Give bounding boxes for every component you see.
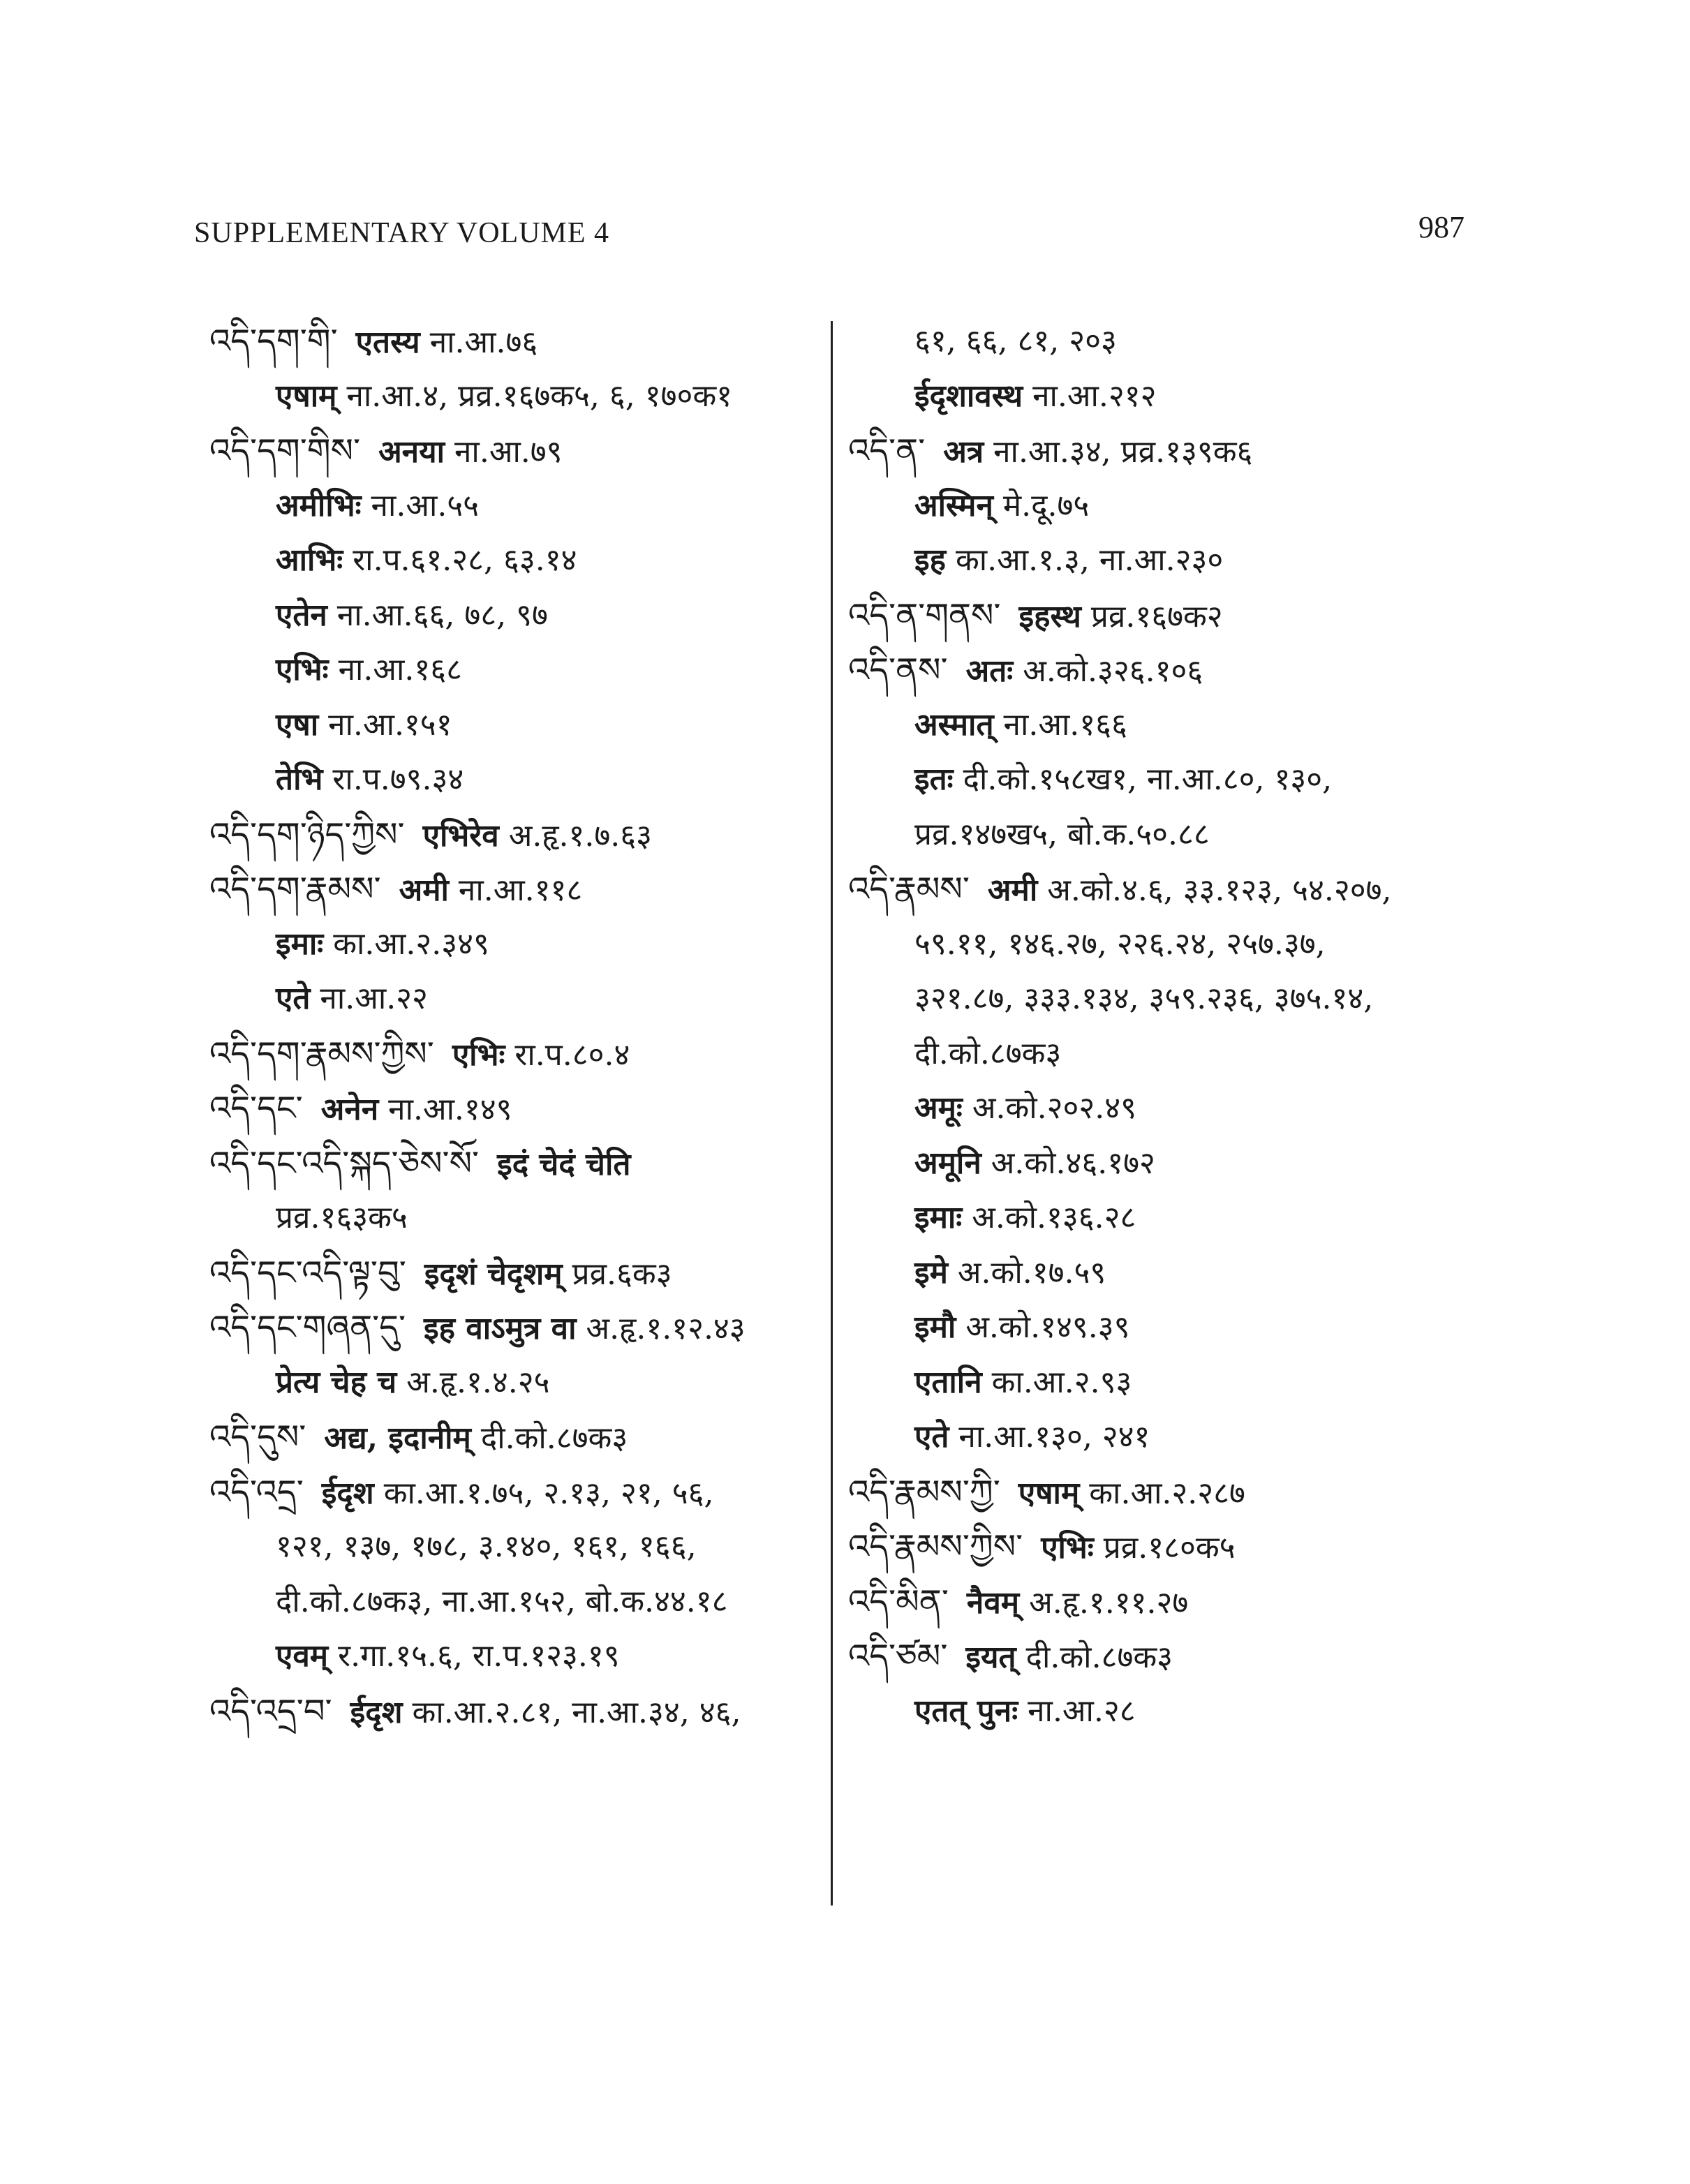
tibetan-headword: འདི་རྣམས་ — [848, 870, 970, 909]
source-reference: मे.दू.७५ — [1002, 487, 1090, 523]
source-reference: रा.प.८०.४ — [514, 1037, 630, 1073]
source-reference: दी.को.८७क३, ना.आ.१५२, बो.क.४४.१८ — [276, 1583, 728, 1619]
sanskrit-equivalent: एवम् — [276, 1638, 329, 1674]
dictionary-entry — [209, 1300, 824, 1355]
source-reference: ना.आ.७६ — [429, 325, 538, 360]
source-reference: अ.हृ.१.१२.४३ — [586, 1311, 746, 1346]
source-reference: ना.आ.१४९ — [388, 1092, 512, 1127]
left-column — [209, 314, 824, 1739]
sub-entry — [848, 533, 1490, 588]
source-reference: रा.प.७९.३४ — [332, 762, 464, 797]
dictionary-entry — [848, 1575, 1490, 1630]
tibetan-headword: འདི་ཙམ་ — [848, 1637, 948, 1676]
sub-entry — [848, 752, 1490, 808]
source-reference: ५९.११, १४६.२७, २२६.२४, २५७.३७, — [914, 926, 1326, 962]
dictionary-entry — [209, 1081, 824, 1136]
sanskrit-equivalent: ईदृश — [350, 1694, 403, 1730]
sanskrit-equivalent: एतत् पुनः — [914, 1693, 1018, 1729]
tibetan-headword: འདི་དག་རྣམས་ — [209, 870, 381, 909]
source-reference: ६१, ६६, ८१, २०३ — [914, 323, 1117, 359]
sanskrit-equivalent: इहस्थ — [1018, 598, 1081, 634]
source-reference: ना.आ.२१२ — [1032, 378, 1157, 414]
source-reference: ना.आ.२८ — [1028, 1693, 1136, 1729]
sanskrit-equivalent: इमौ — [914, 1309, 956, 1345]
source-reference: दी.को.१५८ख१, ना.आ.८०, १३०, — [963, 762, 1333, 797]
sanskrit-equivalent: तेभि — [276, 762, 323, 797]
sanskrit-equivalent: इमे — [914, 1254, 948, 1291]
dictionary-entry — [848, 1520, 1490, 1575]
sub-entry — [209, 1629, 824, 1684]
source-reference: ना.आ.३४, प्रव्र.१३९क६ — [993, 434, 1253, 470]
sub-entry — [209, 972, 824, 1027]
sanskrit-equivalent: ईदृशावस्थ — [914, 378, 1023, 414]
sub-entry — [209, 917, 824, 972]
sub-entry — [848, 1136, 1490, 1191]
sanskrit-equivalent: एते — [914, 1419, 949, 1455]
source-reference: अ.हृ.१.११.२७ — [1029, 1584, 1189, 1621]
tibetan-headword: འདི་རྣམས་ཀྱི་ — [848, 1472, 1000, 1512]
source-reference: ना.आ.७९ — [454, 434, 563, 470]
source-reference: ना.आ.४, प्रव्र.१६७क५, ६, १७०क१ — [346, 378, 733, 414]
sub-entry — [848, 1410, 1490, 1465]
sub-entry — [209, 1355, 824, 1411]
dictionary-entry — [209, 1027, 824, 1082]
source-reference: ना.आ.१६६ — [1003, 706, 1127, 743]
sanskrit-equivalent: आभिः — [276, 542, 343, 578]
sub-entry — [848, 1191, 1490, 1246]
dictionary-entry — [848, 1465, 1490, 1520]
sanskrit-equivalent: अमीभिः — [276, 487, 362, 523]
source-reference: ना.आ.२२ — [320, 981, 428, 1016]
page-header — [194, 209, 1465, 265]
source-reference: अ.को.३२६.१०६ — [1023, 653, 1203, 689]
tibetan-headword: འདི་དུས་ — [209, 1418, 306, 1457]
source-reference: अ.को.१३६.२८ — [972, 1200, 1136, 1235]
sanskrit-equivalent: इयत् — [965, 1640, 1016, 1675]
source-reference: ३२१.८७, ३३३.१३४, ३५९.२३६, ३७५.१४, — [914, 981, 1374, 1016]
sanskrit-equivalent: एभिः — [276, 652, 329, 688]
source-reference: रा.प.६१.२८, ६३.१४ — [353, 542, 577, 578]
tibetan-headword: འདི་དང་ — [209, 1089, 303, 1128]
source-reference: ना.आ.१६८ — [338, 652, 462, 688]
sub-entry — [209, 479, 824, 534]
tibetan-headword: འདི་དག་ཉིད་ཀྱིས་ — [209, 815, 405, 854]
sanskrit-equivalent: एभिरेव — [422, 817, 499, 854]
continuation-line — [848, 917, 1490, 972]
page-number: 987 — [1418, 210, 1465, 244]
sanskrit-equivalent: अमी — [987, 872, 1038, 908]
tibetan-headword: འདི་དག་རྣམས་ཀྱིས་ — [209, 1034, 434, 1074]
right-column — [848, 314, 1490, 1739]
sub-entry — [209, 643, 824, 698]
source-reference: ना.आ.५५ — [371, 487, 480, 523]
dictionary-entry — [209, 862, 824, 917]
source-reference: अ.हृ.१.४.२५ — [406, 1364, 550, 1400]
sanskrit-equivalent: अनया — [378, 434, 445, 470]
dictionary-entry — [209, 808, 824, 863]
sanskrit-equivalent: एतस्य — [355, 325, 420, 360]
source-reference: अ.को.२०२.४९ — [972, 1090, 1136, 1126]
source-reference: का.आ.२.३४९ — [333, 926, 489, 962]
sanskrit-equivalent: अत्र — [943, 434, 984, 470]
source-reference: अ.को.४.६, ३३.१२३, ५४.२०७, — [1047, 872, 1392, 908]
sanskrit-equivalent: एभिः — [1041, 1530, 1094, 1566]
dictionary-entry — [848, 643, 1490, 698]
source-reference: का.आ.२.८१, ना.आ.३४, ४६, — [412, 1694, 741, 1730]
sanskrit-equivalent: एषाम् — [1018, 1475, 1080, 1511]
sanskrit-equivalent: नैवम् — [966, 1584, 1020, 1621]
sanskrit-equivalent: इदं चेदं चेति — [497, 1146, 631, 1182]
sub-entry — [209, 588, 824, 644]
sanskrit-equivalent: एषा — [276, 706, 319, 743]
continuation-line — [209, 1575, 824, 1630]
sanskrit-equivalent: अस्मिन् — [914, 487, 993, 523]
source-reference: र.गा.१५.६, रा.प.१२३.१९ — [338, 1638, 620, 1674]
sanskrit-equivalent: इमाः — [276, 926, 324, 962]
sub-entry — [848, 1684, 1490, 1739]
source-reference: प्रव्र.१४७ख५, बो.क.५०.८८ — [914, 816, 1210, 852]
sanskrit-equivalent: इह — [914, 542, 946, 578]
dictionary-entry — [209, 1246, 824, 1301]
sub-entry — [848, 479, 1490, 534]
source-reference: दी.को.८७क३ — [1025, 1640, 1173, 1675]
source-reference: ना.आ.१३०, २४१ — [958, 1419, 1150, 1455]
sanskrit-equivalent: अमूः — [914, 1090, 963, 1126]
tibetan-headword: འདི་དག་གི་ — [209, 322, 338, 361]
sanskrit-equivalent: अनेन — [320, 1092, 379, 1127]
sanskrit-equivalent: एषाम् — [276, 378, 337, 414]
sanskrit-equivalent: इतः — [914, 762, 954, 797]
sub-entry — [848, 698, 1490, 753]
tibetan-headword: འདི་ན་ — [848, 431, 926, 470]
source-reference: का.आ.२.२८७ — [1089, 1475, 1245, 1511]
sub-entry — [848, 1300, 1490, 1355]
continuation-line — [848, 1027, 1490, 1082]
source-reference: अ.हृ.१.७.६३ — [508, 817, 653, 854]
continuation-line — [848, 972, 1490, 1027]
tibetan-headword: འདི་འདྲ་ — [209, 1472, 304, 1512]
sub-entry — [209, 533, 824, 588]
dictionary-entry — [209, 424, 824, 479]
tibetan-headword: འདི་འདྲ་བ་ — [209, 1691, 332, 1731]
sanskrit-equivalent: प्रेत्य चेह च — [276, 1364, 397, 1400]
sanskrit-equivalent: इमाः — [914, 1200, 963, 1235]
sanskrit-equivalent: एते — [276, 981, 311, 1016]
continuation-line — [848, 314, 1490, 369]
sub-entry — [848, 369, 1490, 424]
sub-entry — [209, 369, 824, 424]
sanskrit-equivalent: अस्मात् — [914, 706, 994, 743]
dictionary-entry — [848, 424, 1490, 479]
sanskrit-equivalent: ईदृश — [321, 1475, 374, 1511]
tibetan-headword: འདི་ན་གནས་ — [848, 595, 1001, 635]
source-reference: अ.को.१७.५९ — [957, 1254, 1106, 1291]
tibetan-headword: འདི་རྣམས་ཀྱིས་ — [848, 1527, 1023, 1566]
source-reference: का.आ.१.३, ना.आ.२३० — [955, 542, 1224, 578]
dictionary-entry — [209, 1465, 824, 1520]
sub-entry — [848, 1081, 1490, 1136]
column-divider — [831, 321, 833, 1906]
sanskrit-equivalent: अतः — [965, 653, 1014, 689]
continuation-line — [848, 808, 1490, 863]
tibetan-headword: འདི་དང་འདི་ལྟ་བུ་ — [209, 1253, 406, 1293]
dictionary-entry — [209, 1410, 824, 1465]
source-reference: ना.आ.६६, ७८, ९७ — [336, 597, 548, 633]
dictionary-entry — [209, 1136, 824, 1191]
source-reference: का.आ.२.९३ — [991, 1364, 1132, 1400]
source-reference: अ.को.१४९.३९ — [965, 1309, 1130, 1345]
tibetan-headword: འདི་ནས་ — [848, 651, 948, 690]
sanskrit-equivalent: एतेन — [276, 597, 327, 633]
dictionary-entry — [848, 1629, 1490, 1684]
continuation-line — [209, 1520, 824, 1575]
sanskrit-equivalent: अमूनि — [914, 1145, 981, 1181]
sub-entry — [848, 1246, 1490, 1301]
dictionary-entry — [848, 862, 1490, 917]
source-reference: ना.आ.११८ — [458, 872, 583, 908]
sanskrit-equivalent: इह वाऽमुत्र वा — [424, 1311, 577, 1346]
source-reference: ना.आ.१५१ — [328, 706, 452, 743]
dictionary-entry — [848, 588, 1490, 644]
source-reference: प्रव्र.१८०क५ — [1103, 1530, 1236, 1566]
source-reference: दी.को.८७क३ — [914, 1035, 1062, 1071]
sanskrit-equivalent: एभिः — [452, 1037, 505, 1073]
tibetan-headword: འདི་དག་གིས་ — [209, 431, 361, 470]
source-reference: अ.को.४६.१७२ — [991, 1145, 1155, 1181]
tibetan-headword: འདི་དང་འདི་སྐད་ཅེས་སོ་ — [209, 1143, 480, 1183]
sanskrit-equivalent: एतानि — [914, 1364, 982, 1400]
sanskrit-equivalent: अद्य, इदानीम् — [324, 1420, 471, 1456]
continuation-line — [209, 1191, 824, 1246]
source-reference: का.आ.१.७५, २.१३, २१, ५६, — [383, 1475, 714, 1511]
source-reference: दी.को.८७क३ — [480, 1420, 628, 1456]
sanskrit-equivalent: अमी — [399, 872, 449, 908]
sub-entry — [209, 698, 824, 753]
sanskrit-equivalent: इदृशं चेदृशम् — [424, 1256, 563, 1292]
source-reference: प्रव्र.१६७क२ — [1090, 598, 1223, 634]
dictionary-entry — [209, 314, 824, 369]
dictionary-entry — [209, 1684, 824, 1739]
source-reference: प्रव्र.६क३ — [572, 1256, 672, 1292]
source-reference: प्रव्र.१६३क५ — [276, 1200, 408, 1235]
sub-entry — [209, 752, 824, 808]
tibetan-headword: འདི་དང་གཞན་དུ་ — [209, 1308, 406, 1347]
sub-entry — [848, 1355, 1490, 1411]
running-head: SUPPLEMENTARY VOLUME 4 — [194, 217, 610, 249]
tibetan-headword: འདི་མིན་ — [848, 1582, 949, 1621]
source-reference: १२१, १३७, १७८, ३.१४०, १६१, १६६, — [276, 1529, 697, 1564]
